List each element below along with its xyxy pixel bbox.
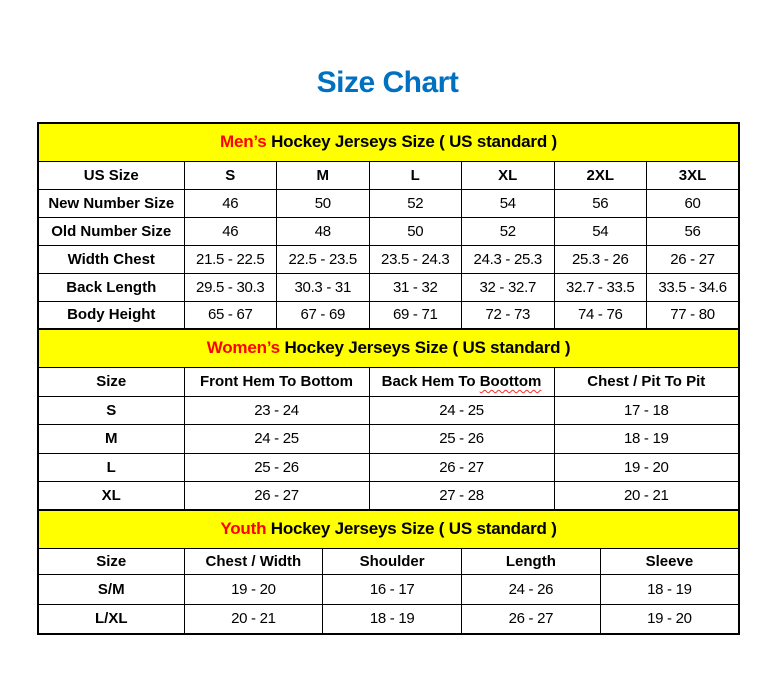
womens-col-front-hem: Front Hem To Bottom	[184, 367, 369, 396]
data-cell: 60	[647, 189, 740, 217]
row-label: L/XL	[38, 604, 184, 634]
table-row	[38, 425, 739, 454]
data-cell: 54	[554, 217, 647, 245]
mens-col-m: M	[277, 161, 370, 189]
youth-col-size: Size	[38, 548, 184, 574]
row-label: L	[38, 453, 184, 482]
data-cell: 26 - 27	[647, 245, 740, 273]
mens-column-header-row	[38, 161, 739, 189]
data-cell: 23.5 - 24.3	[369, 245, 462, 273]
mens-section-band-row	[38, 123, 739, 161]
data-cell: 50	[277, 189, 370, 217]
mens-col-3xl: 3XL	[647, 161, 740, 189]
table-row	[38, 217, 739, 245]
data-cell: 46	[184, 189, 277, 217]
row-label: Old Number Size	[38, 217, 184, 245]
row-label: S	[38, 396, 184, 425]
data-cell: 67 - 69	[277, 301, 370, 329]
womens-band-rest: Hockey Jerseys Size ( US standard )	[279, 338, 571, 358]
womens-section-band-row	[38, 329, 739, 367]
mens-section-band	[38, 123, 739, 161]
womens-col-chest: Chest / Pit To Pit	[554, 367, 739, 396]
table-row	[38, 396, 739, 425]
data-cell: 56	[554, 189, 647, 217]
data-cell: 24.3 - 25.3	[462, 245, 555, 273]
data-cell: 52	[462, 217, 555, 245]
mens-size-table	[37, 122, 740, 330]
data-cell: 26 - 27	[369, 453, 554, 482]
table-row	[38, 245, 739, 273]
data-cell: 26 - 27	[184, 482, 369, 511]
table-row	[38, 574, 739, 604]
data-cell: 18 - 19	[554, 425, 739, 454]
youth-col-chest-width: Chest / Width	[184, 548, 323, 574]
data-cell: 17 - 18	[554, 396, 739, 425]
youth-section-band	[38, 510, 739, 548]
youth-band-highlight: Youth	[220, 519, 267, 539]
womens-column-header-row	[38, 367, 739, 396]
back-hem-misspelled-word: Boottom	[479, 373, 542, 390]
data-cell: 48	[277, 217, 370, 245]
data-cell: 18 - 19	[600, 574, 739, 604]
row-label: Body Height	[38, 301, 184, 329]
womens-size-table	[37, 328, 740, 511]
data-cell: 16 - 17	[323, 574, 462, 604]
row-label: XL	[38, 482, 184, 511]
data-cell: 52	[369, 189, 462, 217]
womens-col-back-hem	[369, 367, 554, 396]
data-cell: 24 - 26	[462, 574, 601, 604]
table-row	[38, 301, 739, 329]
mens-band-rest: Hockey Jerseys Size ( US standard )	[266, 132, 558, 152]
data-cell: 54	[462, 189, 555, 217]
table-row	[38, 273, 739, 301]
youth-section-band-row	[38, 510, 739, 548]
mens-col-s: S	[184, 161, 277, 189]
youth-col-length: Length	[462, 548, 601, 574]
data-cell: 56	[647, 217, 740, 245]
size-chart-tables	[37, 122, 738, 635]
page-title: Size Chart	[316, 66, 459, 99]
data-cell: 24 - 25	[369, 396, 554, 425]
womens-band-highlight: Women’s	[206, 338, 280, 358]
row-label: Width Chest	[38, 245, 184, 273]
youth-col-sleeve: Sleeve	[600, 548, 739, 574]
data-cell: 77 - 80	[647, 301, 740, 329]
youth-column-header-row	[38, 548, 739, 574]
data-cell: 19 - 20	[184, 574, 323, 604]
data-cell: 21.5 - 22.5	[184, 245, 277, 273]
back-hem-prefix: Back Hem To	[381, 373, 480, 390]
data-cell: 20 - 21	[184, 604, 323, 634]
mens-col-xl: XL	[462, 161, 555, 189]
data-cell: 32 - 32.7	[462, 273, 555, 301]
data-cell: 22.5 - 23.5	[277, 245, 370, 273]
row-label: S/M	[38, 574, 184, 604]
data-cell: 25 - 26	[369, 425, 554, 454]
womens-section-band	[38, 329, 739, 367]
data-cell: 33.5 - 34.6	[647, 273, 740, 301]
data-cell: 19 - 20	[600, 604, 739, 634]
table-row	[38, 482, 739, 511]
table-row	[38, 453, 739, 482]
data-cell: 74 - 76	[554, 301, 647, 329]
data-cell: 72 - 73	[462, 301, 555, 329]
data-cell: 32.7 - 33.5	[554, 273, 647, 301]
data-cell: 30.3 - 31	[277, 273, 370, 301]
youth-band-rest: Hockey Jerseys Size ( US standard )	[266, 519, 557, 539]
data-cell: 25 - 26	[184, 453, 369, 482]
data-cell: 25.3 - 26	[554, 245, 647, 273]
data-cell: 46	[184, 217, 277, 245]
data-cell: 24 - 25	[184, 425, 369, 454]
mens-col-us-size: US Size	[38, 161, 184, 189]
youth-col-shoulder: Shoulder	[323, 548, 462, 574]
data-cell: 18 - 19	[323, 604, 462, 634]
data-cell: 23 - 24	[184, 396, 369, 425]
table-row	[38, 604, 739, 634]
data-cell: 69 - 71	[369, 301, 462, 329]
youth-size-table	[37, 509, 740, 635]
data-cell: 19 - 20	[554, 453, 739, 482]
womens-col-size: Size	[38, 367, 184, 396]
row-label: Back Length	[38, 273, 184, 301]
data-cell: 29.5 - 30.3	[184, 273, 277, 301]
mens-col-l: L	[369, 161, 462, 189]
data-cell: 31 - 32	[369, 273, 462, 301]
data-cell: 26 - 27	[462, 604, 601, 634]
row-label: M	[38, 425, 184, 454]
data-cell: 50	[369, 217, 462, 245]
data-cell: 65 - 67	[184, 301, 277, 329]
mens-band-highlight: Men’s	[220, 132, 267, 152]
row-label: New Number Size	[38, 189, 184, 217]
data-cell: 20 - 21	[554, 482, 739, 511]
data-cell: 27 - 28	[369, 482, 554, 511]
mens-col-2xl: 2XL	[554, 161, 647, 189]
table-row	[38, 189, 739, 217]
